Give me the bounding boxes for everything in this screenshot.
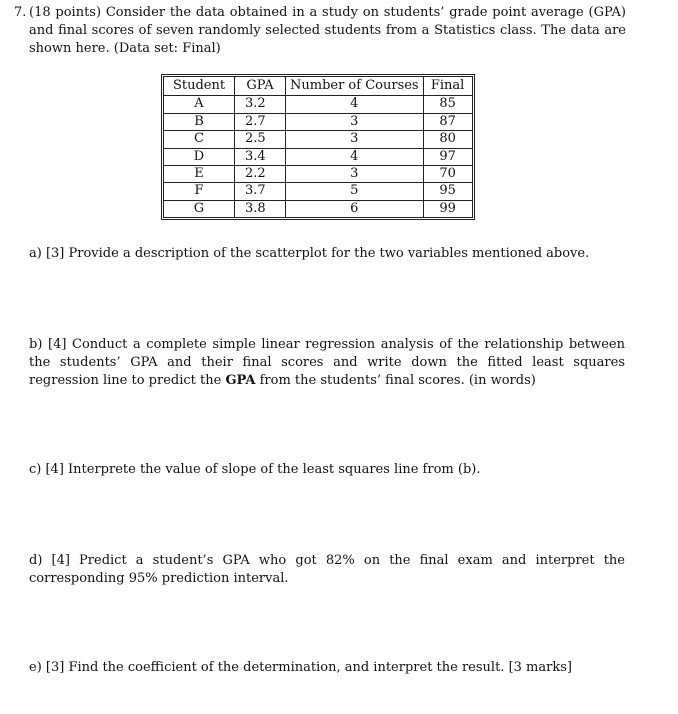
cell-student: E	[164, 166, 235, 183]
cell-final: 85	[424, 96, 472, 113]
cell-student: C	[164, 131, 235, 148]
cell-courses: 3	[285, 114, 424, 131]
part-b-bold-gpa: GPA	[225, 373, 256, 388]
part-b-text-end: from the students’ final scores. (in words)	[255, 373, 536, 388]
cell-gpa: 2.5	[235, 131, 285, 148]
cell-gpa: 2.2	[235, 166, 285, 183]
question-7	[14, 4, 626, 58]
part-e: e) [3] Find the coefficient of the determination, and interpret the result. [3 marks]	[29, 660, 572, 675]
question-number: 7.	[14, 5, 27, 20]
cell-final: 80	[424, 131, 472, 148]
part-a: a) [3] Provide a description of the scatterplot for the two variables mentioned above.	[29, 246, 590, 261]
cell-gpa: 3.2	[235, 96, 285, 113]
table-row	[164, 149, 472, 166]
cell-student: D	[164, 149, 235, 166]
cell-student: A	[164, 96, 235, 113]
cell-final: 99	[439, 200, 456, 216]
cell-courses: 3	[285, 166, 424, 183]
header-student: Student	[164, 77, 235, 96]
cell-final: 97	[424, 149, 472, 166]
cell-courses: 6	[285, 201, 424, 217]
question-header	[14, 4, 626, 58]
data-table	[161, 74, 475, 220]
cell-courses: 5	[285, 183, 424, 200]
cell-final: 95	[424, 183, 472, 200]
part-d: d) [4] Predict a student’s GPA who got 82% on the final exam and interpret the corresponding 95% prediction interval.	[29, 553, 625, 586]
cell-student: B	[164, 114, 235, 131]
table-row	[164, 183, 472, 200]
cell-student: G	[164, 201, 235, 217]
data-table-container	[161, 74, 475, 220]
part-c: c) [4] Interprete the value of slope of the least squares line from (b).	[29, 462, 481, 477]
table-row	[164, 201, 472, 217]
part-b	[29, 336, 625, 390]
cell-gpa: 3.7	[235, 183, 285, 200]
header-number-of-courses: Number of Courses	[285, 77, 424, 96]
cell-courses: 4	[285, 96, 424, 113]
question-text: (18 points) Consider the data obtained in a study on students’ grade point average (GPA) and final scores of seven randomly selected students from a Statistics class. The data are shown here. (Data set: Final)	[29, 5, 626, 56]
cell-courses: 3	[285, 131, 424, 148]
cell-gpa: 2.7	[235, 114, 285, 131]
cell-final: 87	[424, 114, 472, 131]
table-row	[164, 131, 472, 148]
part-b-text-start: b) [4] Conduct a complete simple linear regression analysis of the relationship between the students’ GPA and their final scores and write down the fitted least squares regression line to predict the	[29, 337, 625, 388]
cell-courses: 4	[285, 149, 424, 166]
cell-final: 70	[424, 166, 472, 183]
table-row	[164, 166, 472, 183]
cell-student: F	[164, 183, 235, 200]
table-row	[164, 96, 472, 113]
header-final: Final	[424, 77, 472, 96]
table-row	[164, 114, 472, 131]
table-header-row	[164, 77, 472, 96]
cell-gpa: 3.8	[245, 200, 266, 216]
header-gpa: GPA	[235, 77, 285, 96]
cell-gpa: 3.4	[235, 149, 285, 166]
